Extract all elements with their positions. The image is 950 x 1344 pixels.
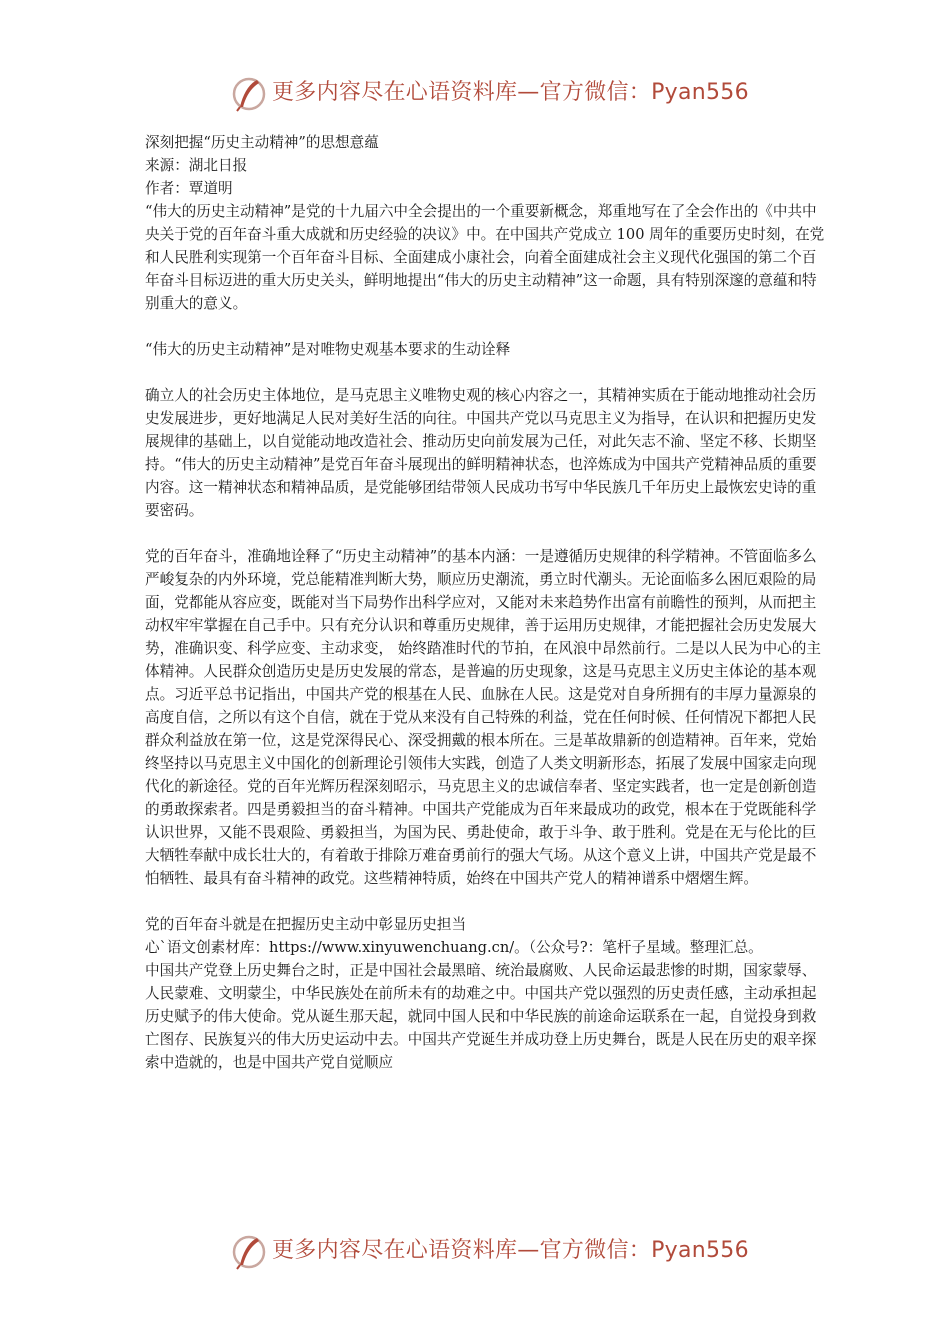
- section-heading-2: 党的百年奋斗就是在把握历史主动中彰显历史担当: [145, 916, 467, 933]
- banner-text: 更多内容尽在心语资料库—官方微信：Pyan556: [272, 1238, 749, 1263]
- footer-banner: [0, 1228, 950, 1276]
- section-heading-1: “伟大的历史主动精神”是对唯物史观基本要求的生动诠释: [145, 341, 511, 358]
- banner-text: 更多内容尽在心语资料库—官方微信：Pyan556: [272, 80, 749, 105]
- watermark-line: 心`语文创素材库：https://www.xinyuwenchuang.cn/。（公众号?：笔杆子星域。整理汇总。: [145, 939, 763, 956]
- article-source: 来源：湖北日报: [145, 157, 248, 174]
- header-banner: [0, 70, 950, 118]
- intro-paragraph: “伟大的历史主动精神”是党的十九届六中全会提出的一个重要新概念，郑重地写在了全会作出的《中共中央关于党的百年奋斗重大成就和历史经验的决议》中。在中国共产党成立 100 周年的重要历史时刻，在党和人民胜利实现第一个百年奋斗目标、全面建成小康社会，向着全面建成社会主义现代化强国的第二个百年奋斗目标迈进的重大历史关头，鲜明地提出“伟大的历史主动精神”这一命题，具有特别深邃的意蕴和特别重大的意义。: [145, 203, 825, 312]
- quill-pen-icon: [229, 74, 269, 114]
- article-title: 深刻把握“历史主动精神”的思想意蕴: [145, 134, 379, 151]
- quill-pen-icon: [229, 1232, 269, 1272]
- paragraph-1: 确立人的社会历史主体地位，是马克思主义唯物史观的核心内容之一，其精神实质在于能动地推动社会历史发展进步，更好地满足人民对美好生活的向往。中国共产党以马克思主义为指导，在认识和把握历史发展规律的基础上，以自觉能动地改造社会、推动历史向前发展为己任，对此矢志不渝、坚定不移、长期坚持。“伟大的历史主动精神”是党百年奋斗展现出的鲜明精神状态，也淬炼成为中国共产党精神品质的重要内容。这一精神状态和精神品质，是党能够团结带领人民成功书写中华民族几千年历史上最恢宏史诗的重要密码。: [145, 387, 817, 519]
- article-author: 作者：覃道明: [145, 180, 233, 197]
- paragraph-2: 党的百年奋斗，准确地诠释了“历史主动精神”的基本内涵：一是遵循历史规律的科学精神。不管面临多么严峻复杂的内外环境，党总能精准判断大势，顺应历史潮流，勇立时代潮头。无论面临多么困厄艰险的局面，党都能从容应变，既能对当下局势作出科学应对，又能对未来趋势作出富有前瞻性的预判，从而把主动权牢牢掌握在自己手中。只有充分认识和尊重历史规律，善于运用历史规律，才能把握社会历史发展大势，准确识变、科学应变、主动求变， 始终踏准时代的节拍，在风浪中昂然前行。二是以人民为中心的主体精神。人民群众创造历史是历史发展的常态，是普遍的历史现象，这是马克思主义历史主体论的基本观点。习近平总书记指出，中国共产党的根基在人民、血脉在人民。这是党对自身所拥有的丰厚力量源泉的高度自信，之所以有这个自信，就在于党从来没有自己特殊的利益，党在任何时候、任何情况下都把人民群众利益放在第一位，这是党深得民心、深受拥戴的根本所在。三是革故鼎新的创造精神。百年来，党始终坚持以马克思主义中国化的创新理论引领伟大实践，创造了人类文明新形态，拓展了发展中国家走向现代化的新途径。党的百年光辉历程深刻昭示，马克思主义的忠诚信奉者、坚定实践者，也一定是创新创造的勇敢探索者。四是勇毅担当的奋斗精神。中国共产党能成为百年来最成功的政党，根本在于党既能科学认识世界，又能不畏艰险、勇毅担当，为国为民、勇赴使命，敢于斗争、敢于胜利。党是在无与伦比的巨大牺牲奉献中成长壮大的，有着敢于排除万难奋勇前行的强大气场。从这个意义上讲，中国共产党是最不怕牺牲、最具有奋斗精神的政党。这些精神特质，始终在中国共产党人的精神谱系中熠熠生辉。: [145, 548, 821, 887]
- article-body: [145, 131, 825, 1074]
- paragraph-3: 中国共产党登上历史舞台之时，正是中国社会最黑暗、统治最腐败、人民命运最悲惨的时期，国家蒙辱、人民蒙难、文明蒙尘，中华民族处在前所未有的劫难之中。中国共产党以强烈的历史责任感，主动承担起历史赋予的伟大使命。党从诞生那天起，就同中国人民和中华民族的前途命运联系在一起，自觉投身到救亡图存、民族复兴的伟大历史运动中去。中国共产党诞生并成功登上历史舞台，既是人民在历史的艰辛探索中造就的，也是中国共产党自觉顺应: [145, 962, 817, 1071]
